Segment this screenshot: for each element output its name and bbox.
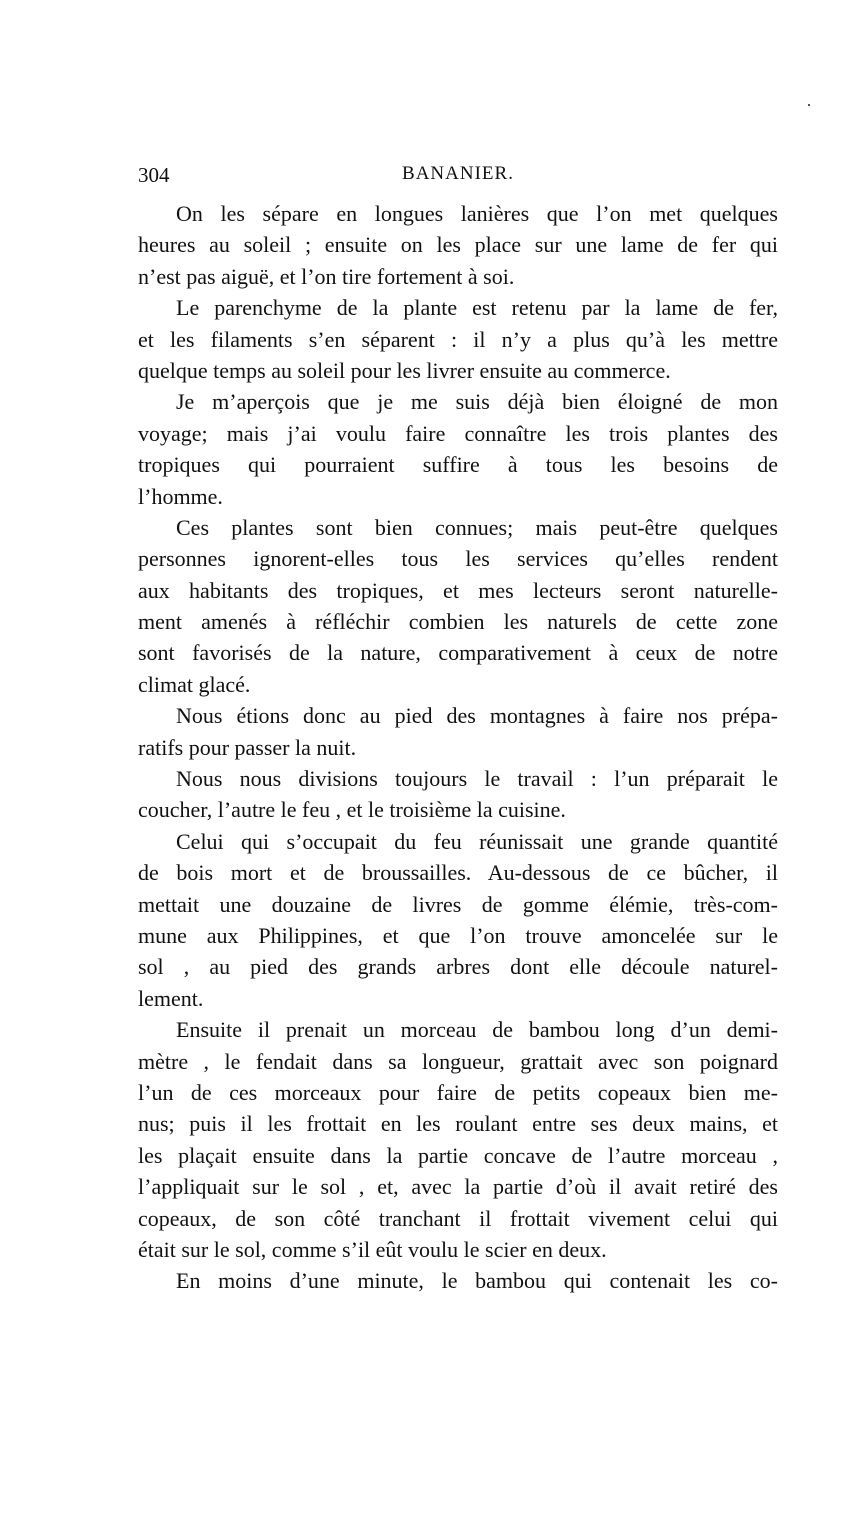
text-line: ment amenés à réfléchir combien les naturels de cette zone — [138, 609, 778, 635]
paragraph — [138, 198, 778, 292]
text-line: En moins d’une minute, le bambou qui contenait les co- — [176, 1268, 778, 1294]
text-line: l’un de ces morceaux pour faire de petits copeaux bien me- — [138, 1079, 778, 1105]
text-line: climat glacé. — [138, 671, 251, 697]
text-line: Nous étions donc au pied des montagnes à faire nos prépa- — [176, 703, 778, 729]
text-line: Ensuite il prenait un morceau de bambou long d’un demi- — [176, 1017, 778, 1043]
text-line: Le parenchyme de la plante est retenu par la lame de fer, — [176, 295, 778, 321]
paragraph — [138, 763, 778, 826]
text-line: l’appliquait sur le sol , et, avec la partie d’où il avait retiré des — [138, 1174, 778, 1200]
text-line: mune aux Philippines, et que l’on trouve amoncelée sur le — [138, 922, 778, 948]
text-line: de bois mort et de broussailles. Au-dessous de ce bûcher, il — [138, 860, 778, 886]
text-line: Nous nous divisions toujours le travail : l’un préparait le — [176, 766, 778, 792]
paragraph — [138, 386, 778, 512]
page-number: 304 — [138, 163, 170, 187]
paragraph — [138, 1014, 778, 1265]
text-line: ratifs pour passer la nuit. — [138, 734, 357, 760]
paragraph — [138, 512, 778, 700]
text-line: nus; puis il les frottait en les roulant entre ses deux mains, et — [138, 1111, 778, 1137]
text-line: aux habitants des tropiques, et mes lecteurs seront naturelle- — [138, 577, 778, 603]
body-text — [138, 198, 778, 1297]
text-line: personnes ignorent-elles tous les services qu’elles rendent — [138, 546, 778, 572]
text-line: heures au soleil ; ensuite on les place sur une lame de fer qui — [138, 232, 778, 258]
text-line: et les filaments s’en séparent : il n’y a plus qu’à les mettre — [138, 326, 778, 352]
running-title: BANANIER. — [402, 163, 514, 184]
text-line: Ces plantes sont bien connues; mais peut-être quelques — [176, 514, 778, 540]
text-line: les plaçait ensuite dans la partie concave de l’autre morceau , — [138, 1142, 778, 1168]
text-line: tropiques qui pourraient suffire à tous les besoins de — [138, 452, 778, 478]
scan-speck — [808, 104, 810, 106]
text-line: Celui qui s’occupait du feu réunissait une grande quantité — [176, 828, 778, 854]
text-line: l’homme. — [138, 483, 223, 509]
paragraph — [138, 292, 778, 386]
text-line: était sur le sol, comme s’il eût voulu le scier en deux. — [138, 1236, 607, 1262]
text-line: mettait une douzaine de livres de gomme élémie, très-com- — [138, 891, 778, 917]
page-header — [138, 163, 778, 193]
text-line: On les sépare en longues lanières que l’on met quelques — [176, 201, 778, 226]
text-line: coucher, l’autre le feu , et le troisième la cuisine. — [138, 797, 566, 823]
text-line: quelque temps au soleil pour les livrer ensuite au commerce. — [138, 357, 671, 383]
paragraph — [138, 826, 778, 1014]
text-line: sont favorisés de la nature, comparativement à ceux de notre — [138, 640, 778, 666]
text-line: n’est pas aiguë, et l’on tire fortement à soi. — [138, 263, 515, 289]
paragraph — [138, 700, 778, 763]
text-line: sol , au pied des grands arbres dont elle découle naturel- — [138, 954, 778, 980]
text-line: lement. — [138, 985, 204, 1011]
text-line: voyage; mais j’ai voulu faire connaître les trois plantes des — [138, 420, 778, 446]
text-line: Je m’aperçois que je me suis déjà bien éloigné de mon — [176, 389, 778, 415]
text-line: copeaux, de son côté tranchant il frottait vivement celui qui — [138, 1205, 778, 1231]
paragraph — [138, 1265, 778, 1296]
text-line: mètre , le fendait dans sa longueur, grattait avec son poignard — [138, 1048, 778, 1074]
